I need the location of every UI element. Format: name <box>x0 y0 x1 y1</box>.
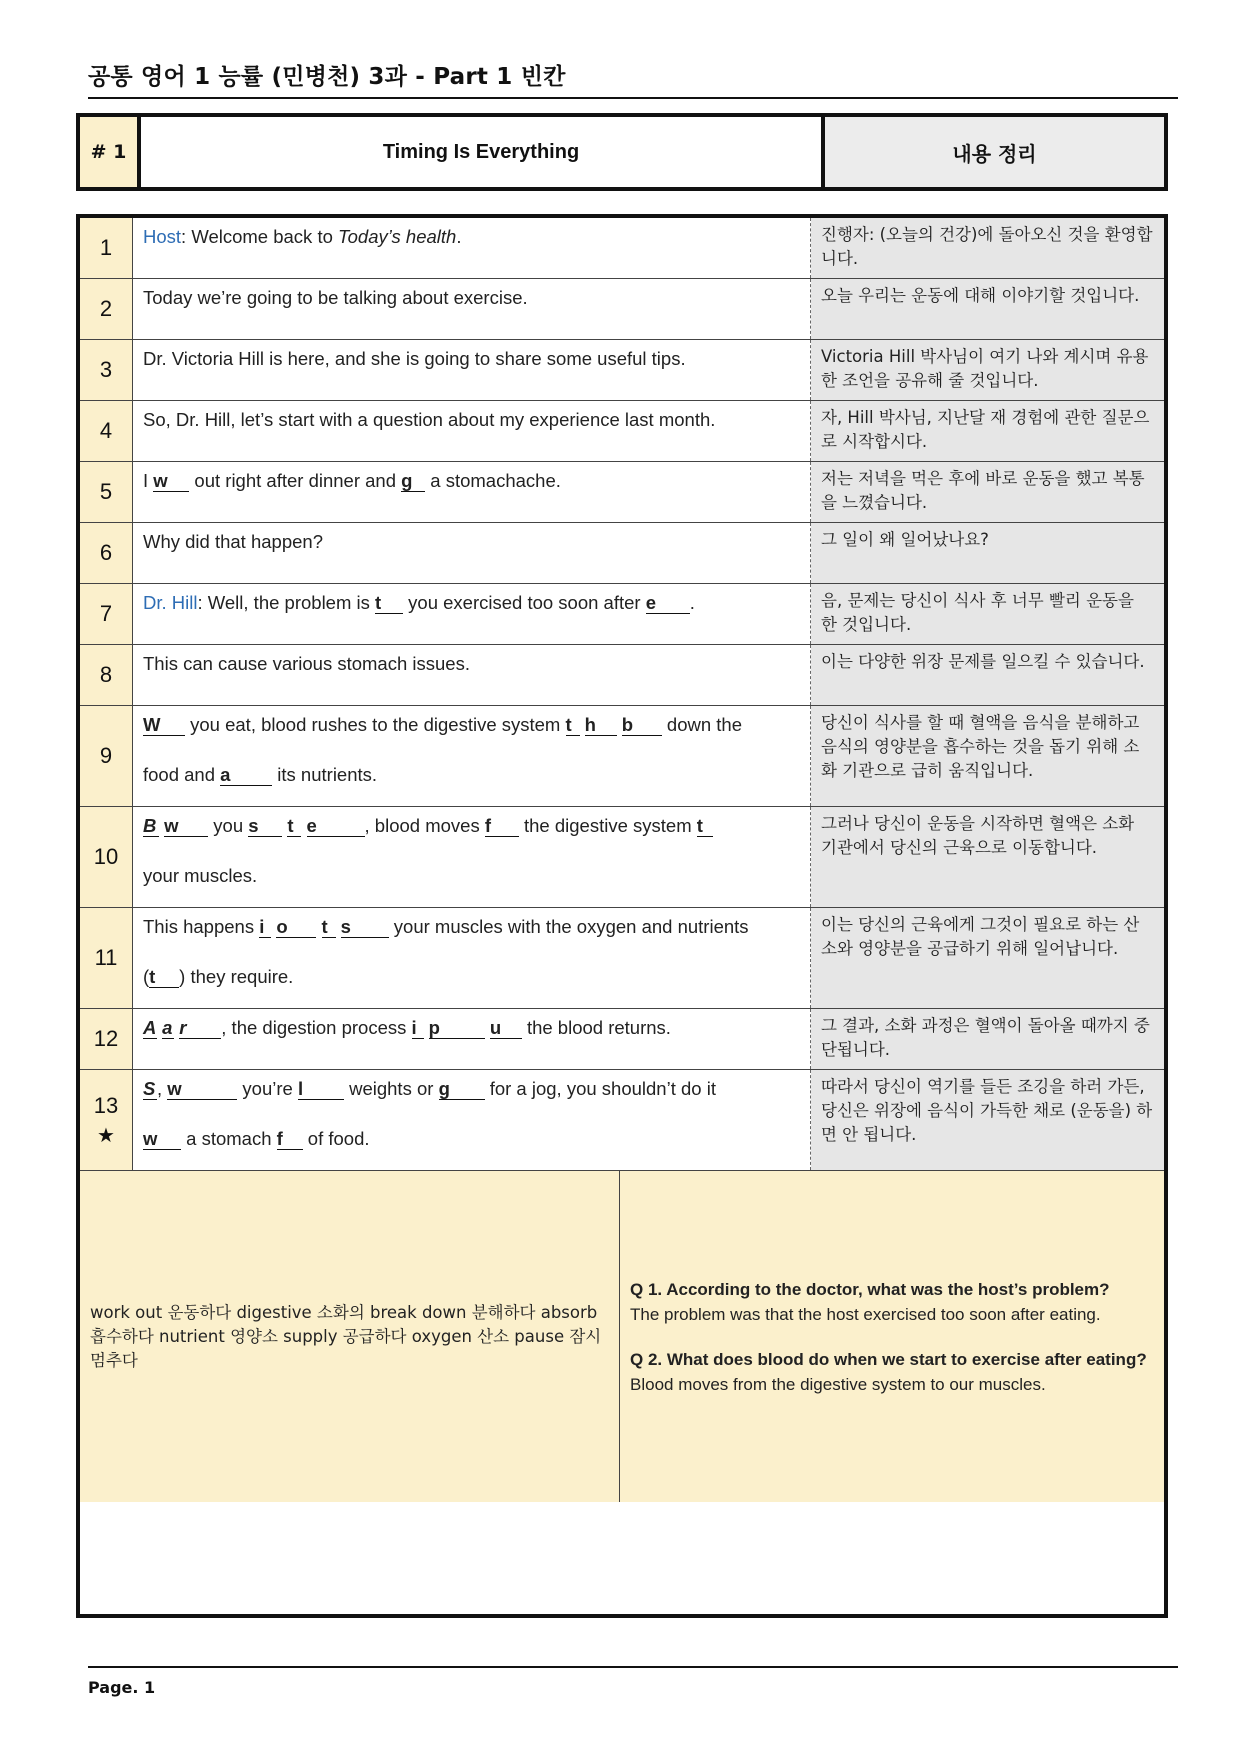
sentence-text: Why did that happen? <box>143 531 323 552</box>
sentence-text: a stomachache. <box>425 470 561 491</box>
blank-t[interactable]: t <box>287 816 301 837</box>
sentence-text: I <box>143 470 154 491</box>
blank-a[interactable]: a <box>220 765 272 786</box>
table-row <box>80 908 1164 1009</box>
sentence-text: : Welcome back to <box>181 226 339 247</box>
blank-g[interactable]: g <box>439 1079 485 1100</box>
spacer <box>630 1327 1154 1347</box>
sentence-text: down the <box>661 714 743 735</box>
english-sentence <box>133 1070 811 1170</box>
sentence-text: . <box>689 592 695 613</box>
english-sentence <box>133 807 811 907</box>
blank-p[interactable]: p <box>429 1018 485 1039</box>
row-number: 6 <box>80 523 133 583</box>
korean-translation: 음, 문제는 당신이 식사 후 너무 빨리 운동을 한 것입니다. <box>811 584 1164 644</box>
summary-heading: 내용 정리 <box>825 117 1164 187</box>
row-number: 7 <box>80 584 133 644</box>
table-row <box>80 279 1164 340</box>
blank-f[interactable]: f <box>485 816 519 837</box>
sentence-text: you eat, blood rushes to the digestive system <box>185 714 566 735</box>
sentence-text: you’re <box>237 1078 298 1099</box>
blank-t[interactable]: t <box>566 715 580 736</box>
table-row <box>80 807 1164 908</box>
blank-t[interactable]: t <box>322 917 336 938</box>
table-row <box>80 523 1164 584</box>
blank-w2[interactable]: w <box>143 1129 181 1150</box>
row-number: 2 <box>80 279 133 339</box>
blank-b[interactable]: b <box>622 715 662 736</box>
sentence-text: , the digestion process <box>221 1017 412 1038</box>
bottom-divider <box>88 1666 1178 1668</box>
english-sentence <box>133 706 811 806</box>
english-sentence <box>133 462 811 522</box>
sentence-text: for a jog, you shouldn’t do it <box>484 1078 716 1099</box>
english-sentence <box>133 645 811 705</box>
blank-s[interactable]: s <box>341 917 389 938</box>
korean-translation: 따라서 당신이 역기를 들든 조깅을 하러 가든, 당신은 위장에 음식이 가득한 채로 (운동을) 하면 안 됩니다. <box>811 1070 1164 1170</box>
table-row <box>80 401 1164 462</box>
sentence-text: out right after dinner and <box>189 470 402 491</box>
english-sentence <box>133 523 811 583</box>
row-number-text: 13 <box>93 1092 119 1118</box>
answer-1: The problem was that the host exercised too soon after eating. <box>630 1304 1101 1324</box>
korean-translation: 그 결과, 소화 과정은 혈액이 돌아올 때까지 중단됩니다. <box>811 1009 1164 1069</box>
korean-translation: 이는 당신의 근육에게 그것이 필요로 하는 산소와 영양분을 공급하기 위해 일어납니다. <box>811 908 1164 1008</box>
header-box <box>76 113 1168 191</box>
table-row <box>80 706 1164 807</box>
table-row <box>80 340 1164 401</box>
sentence-text: the digestive system <box>518 815 697 836</box>
speaker-label: Host <box>143 226 182 247</box>
sentence-text: your muscles. <box>143 865 258 886</box>
passage-table <box>76 214 1168 1618</box>
question-1: Q 1. According to the doctor, what was the host’s problem? <box>630 1279 1110 1299</box>
blank-l[interactable]: l <box>298 1079 344 1100</box>
blank-w[interactable]: w <box>164 816 208 837</box>
sentence-text: So, Dr. Hill, let’s start with a question about my experience last month. <box>143 409 716 430</box>
sentence-text: This happens <box>143 916 260 937</box>
question-box <box>620 1171 1164 1502</box>
sentence-text: , <box>157 1078 168 1099</box>
show-name: Today’s health <box>338 226 457 247</box>
vocabulary-list: work out 운동하다 digestive 소화의 break down 분해하다 absorb 흡수하다 nutrient 영양소 supply 공급하다 oxygen 산소 pause 잠시 멈추다 <box>90 1302 602 1370</box>
english-sentence <box>133 279 811 339</box>
row-number: 1 <box>80 218 133 278</box>
sentence-text: This can cause various stomach issues. <box>143 653 470 674</box>
blank-t[interactable]: t <box>375 593 403 614</box>
table-row <box>80 462 1164 523</box>
sentence-text: you <box>208 815 249 836</box>
passage-title: Timing Is Everything <box>141 117 825 187</box>
blank-B[interactable]: B <box>143 816 159 837</box>
korean-translation: 당신이 식사를 할 때 혈액을 음식을 분해하고 음식의 영양분을 흡수하는 것을 돕기 위해 소화 기관으로 급히 움직입니다. <box>811 706 1164 806</box>
blank-u[interactable]: u <box>490 1018 522 1039</box>
sentence-text: the blood returns. <box>521 1017 671 1038</box>
sentence-text: Today we’re going to be talking about exercise. <box>143 287 528 308</box>
korean-translation: 그러나 당신이 운동을 시작하면 혈액은 소화 기관에서 당신의 근육으로 이동합니다. <box>811 807 1164 907</box>
korean-translation: 자, Hill 박사님, 지난달 재 경험에 관한 질문으로 시작합시다. <box>811 401 1164 461</box>
blank-s[interactable]: s <box>248 816 282 837</box>
korean-translation: Victoria Hill 박사님이 여기 나와 계시며 유용한 조언을 공유해 줄 것입니다. <box>811 340 1164 400</box>
row-number: 9 <box>80 706 133 806</box>
sentence-text: of food. <box>302 1128 370 1149</box>
english-sentence <box>133 218 811 278</box>
table-row <box>80 1070 1164 1171</box>
sentence-text: weights or <box>343 1078 439 1099</box>
row-number: 10 <box>80 807 133 907</box>
sentence-text: ( <box>143 966 150 987</box>
korean-translation: 이는 다양한 위장 문제를 일으킬 수 있습니다. <box>811 645 1164 705</box>
sentence-text: a stomach <box>181 1128 277 1149</box>
blank-t2[interactable]: t <box>697 816 713 837</box>
answer-2: Blood moves from the digestive system to our muscles. <box>630 1374 1046 1394</box>
sentence-text: , blood moves <box>364 815 485 836</box>
korean-translation: 그 일이 왜 일어났나요? <box>811 523 1164 583</box>
sentence-text: you exercised too soon after <box>403 592 646 613</box>
row-number: 8 <box>80 645 133 705</box>
english-sentence <box>133 340 811 400</box>
passage-number: # 1 <box>80 117 141 187</box>
vocabulary-box <box>80 1171 620 1502</box>
blank-o[interactable]: o <box>276 917 316 938</box>
sentence-text: your muscles with the oxygen and nutrients <box>388 916 749 937</box>
table-row <box>80 218 1164 279</box>
star-icon: ★ <box>97 1124 115 1147</box>
blank-w[interactable]: w <box>167 1079 237 1100</box>
question-2: Q 2. What does blood do when we start to exercise after eating? <box>630 1349 1147 1369</box>
table-row <box>80 1009 1164 1070</box>
blank-f[interactable]: f <box>277 1129 303 1150</box>
speaker-label: Dr. Hill <box>143 592 198 613</box>
blank-e[interactable]: e <box>307 816 365 837</box>
korean-translation: 진행자: (오늘의 건강)에 돌아오신 것을 환영합니다. <box>811 218 1164 278</box>
english-sentence <box>133 584 811 644</box>
sentence-text: . <box>456 226 462 247</box>
blank-w[interactable]: w <box>153 471 189 492</box>
row-number: 11 <box>80 908 133 1008</box>
row-number: 5 <box>80 462 133 522</box>
table-row <box>80 584 1164 645</box>
document-title: 공통 영어 1 능률 (민병천) 3과 - Part 1 빈칸 <box>88 64 566 90</box>
blank-r[interactable]: r <box>179 1018 221 1039</box>
english-sentence <box>133 1009 811 1069</box>
blank-a[interactable]: a <box>162 1017 173 1038</box>
blank-W[interactable]: W <box>143 715 185 736</box>
sentence-text: : Well, the problem is <box>197 592 376 613</box>
row-number <box>80 1070 133 1170</box>
notes-area <box>80 1171 1164 1502</box>
english-sentence <box>133 401 811 461</box>
sentence-text: ) they require. <box>179 966 294 987</box>
sentence-text: food and <box>143 764 221 785</box>
blank-S[interactable]: S <box>143 1078 156 1099</box>
row-number: 12 <box>80 1009 133 1069</box>
blank-h[interactable]: h <box>585 715 617 736</box>
korean-translation: 오늘 우리는 운동에 대해 이야기할 것입니다. <box>811 279 1164 339</box>
sentence-text: its nutrients. <box>272 764 378 785</box>
page-number: Page. 1 <box>88 1678 156 1697</box>
blank-i[interactable]: i <box>412 1018 424 1039</box>
blank-e[interactable]: e <box>646 593 690 614</box>
row-number: 3 <box>80 340 133 400</box>
top-divider <box>88 97 1178 99</box>
row-number: 4 <box>80 401 133 461</box>
korean-translation: 저는 저녁을 먹은 후에 바로 운동을 했고 복통을 느꼈습니다. <box>811 462 1164 522</box>
english-sentence <box>133 908 811 1008</box>
blank-g[interactable]: g <box>401 471 425 492</box>
blank-A[interactable]: A <box>143 1017 157 1038</box>
blank-t2[interactable]: t <box>149 967 179 988</box>
table-row <box>80 645 1164 706</box>
sentence-text: Dr. Victoria Hill is here, and she is going to share some useful tips. <box>143 348 686 369</box>
blank-i[interactable]: i <box>259 917 271 938</box>
